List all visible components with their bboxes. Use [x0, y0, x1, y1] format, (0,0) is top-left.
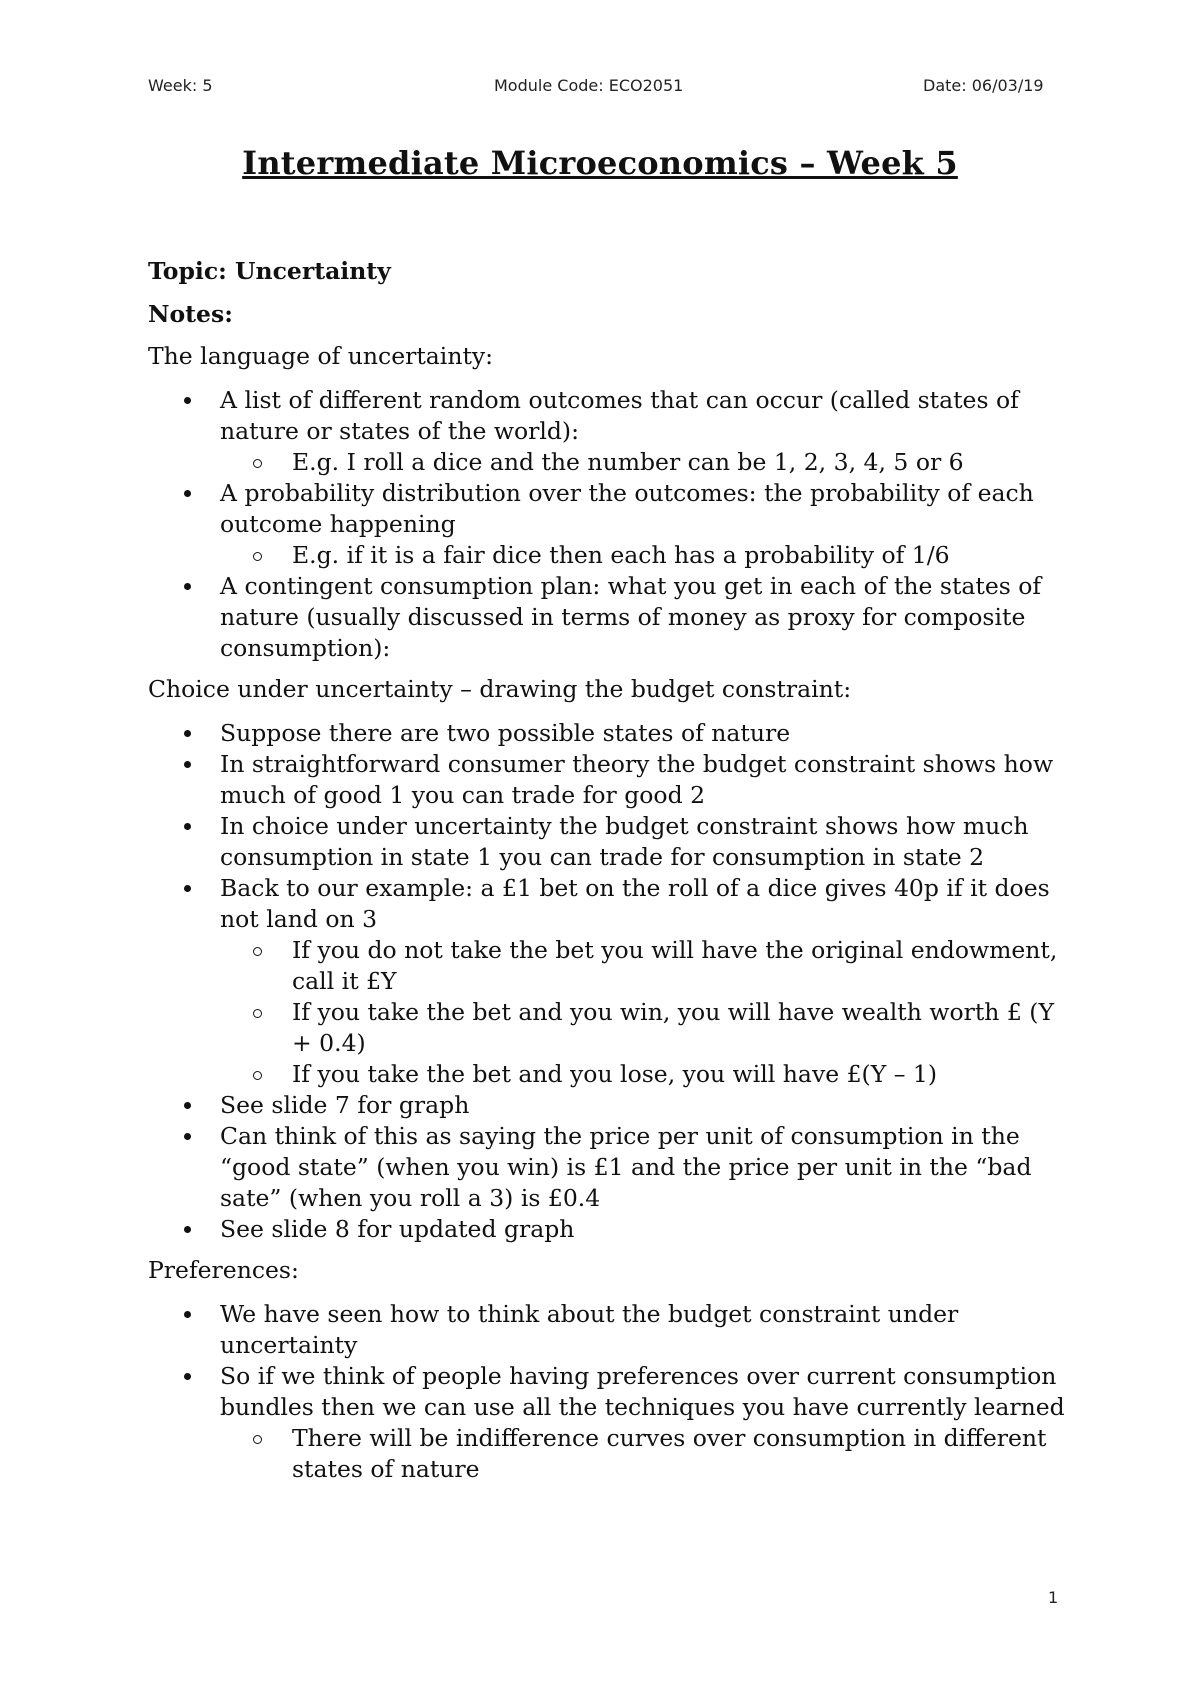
list-item-text: In choice under uncertainty the budget constraint shows how much consumption in state 1 you can trade for consumption in state 2 [220, 812, 1029, 871]
list-item-text: See slide 7 for graph [220, 1091, 470, 1119]
header-module-code: Module Code: ECO2051 [494, 76, 684, 95]
bullet-list [148, 385, 1068, 664]
sub-list-item: E.g. I roll a dice and the number can be 1, 2, 3, 4, 5 or 6 [220, 447, 1068, 478]
section-heading: Preferences: [148, 1256, 299, 1284]
list-item [148, 385, 1068, 478]
list-item [148, 749, 1068, 811]
sub-list-item: If you take the bet and you win, you will have wealth worth £ (Y + 0.4) [220, 997, 1068, 1059]
list-item [148, 478, 1068, 571]
list-item-text: Back to our example: a £1 bet on the roll of a dice gives 40p if it does not land on 3 [220, 874, 1050, 933]
sub-list [220, 540, 1068, 571]
header-week: Week: 5 [148, 76, 213, 95]
sub-list-item: There will be indifference curves over consumption in different states of nature [220, 1423, 1068, 1485]
bullet-list [148, 1299, 1068, 1485]
topic-line: Topic: Uncertainty [148, 257, 391, 285]
section-heading: Choice under uncertainty – drawing the budget constraint: [148, 675, 852, 703]
header-date: Date: 06/03/19 [923, 76, 1044, 95]
page-number: 1 [1048, 1588, 1059, 1607]
list-item-text: See slide 8 for updated graph [220, 1215, 575, 1243]
page-title: Intermediate Microeconomics – Week 5 [242, 144, 958, 182]
list-item [148, 811, 1068, 873]
list-item-text: In straightforward consumer theory the budget constraint shows how much of good 1 you can trade for good 2 [220, 750, 1054, 809]
list-item-text: So if we think of people having preferences over current consumption bundles then we can use all the techniques you have currently learned [220, 1362, 1065, 1421]
list-item-text: A list of different random outcomes that can occur (called states of nature or states of the world): [220, 386, 1019, 445]
sub-list [220, 1423, 1068, 1485]
list-item-text: A probability distribution over the outcomes: the probability of each outcome happening [220, 479, 1034, 538]
sub-list-item: If you do not take the bet you will have the original endowment, call it £Y [220, 935, 1068, 997]
section-heading: The language of uncertainty: [148, 342, 494, 370]
list-item [148, 1121, 1068, 1214]
list-item [148, 718, 1068, 749]
list-item [148, 571, 1068, 664]
sub-list [220, 447, 1068, 478]
list-item [148, 1299, 1068, 1361]
list-item-text: Can think of this as saying the price per unit of consumption in the “good state” (when you win) is £1 and the price per unit in the “bad sate” (when you roll a 3) is £0.4 [220, 1122, 1032, 1212]
document-body [148, 256, 1068, 1485]
list-item-text: Suppose there are two possible states of nature [220, 719, 791, 747]
sub-list-item: E.g. if it is a fair dice then each has a probability of 1/6 [220, 540, 1068, 571]
list-item [148, 873, 1068, 1090]
sub-list [220, 935, 1068, 1090]
list-item-text: We have seen how to think about the budget constraint under uncertainty [220, 1300, 959, 1359]
list-item [148, 1090, 1068, 1121]
sub-list-item: If you take the bet and you lose, you will have £(Y – 1) [220, 1059, 1068, 1090]
list-item [148, 1361, 1068, 1485]
bullet-list [148, 718, 1068, 1245]
page-header [0, 76, 1200, 102]
list-item-text: A contingent consumption plan: what you get in each of the states of nature (usually discussed in terms of money as proxy for composite consumption): [220, 572, 1042, 662]
list-item [148, 1214, 1068, 1245]
notes-label: Notes: [148, 300, 233, 328]
